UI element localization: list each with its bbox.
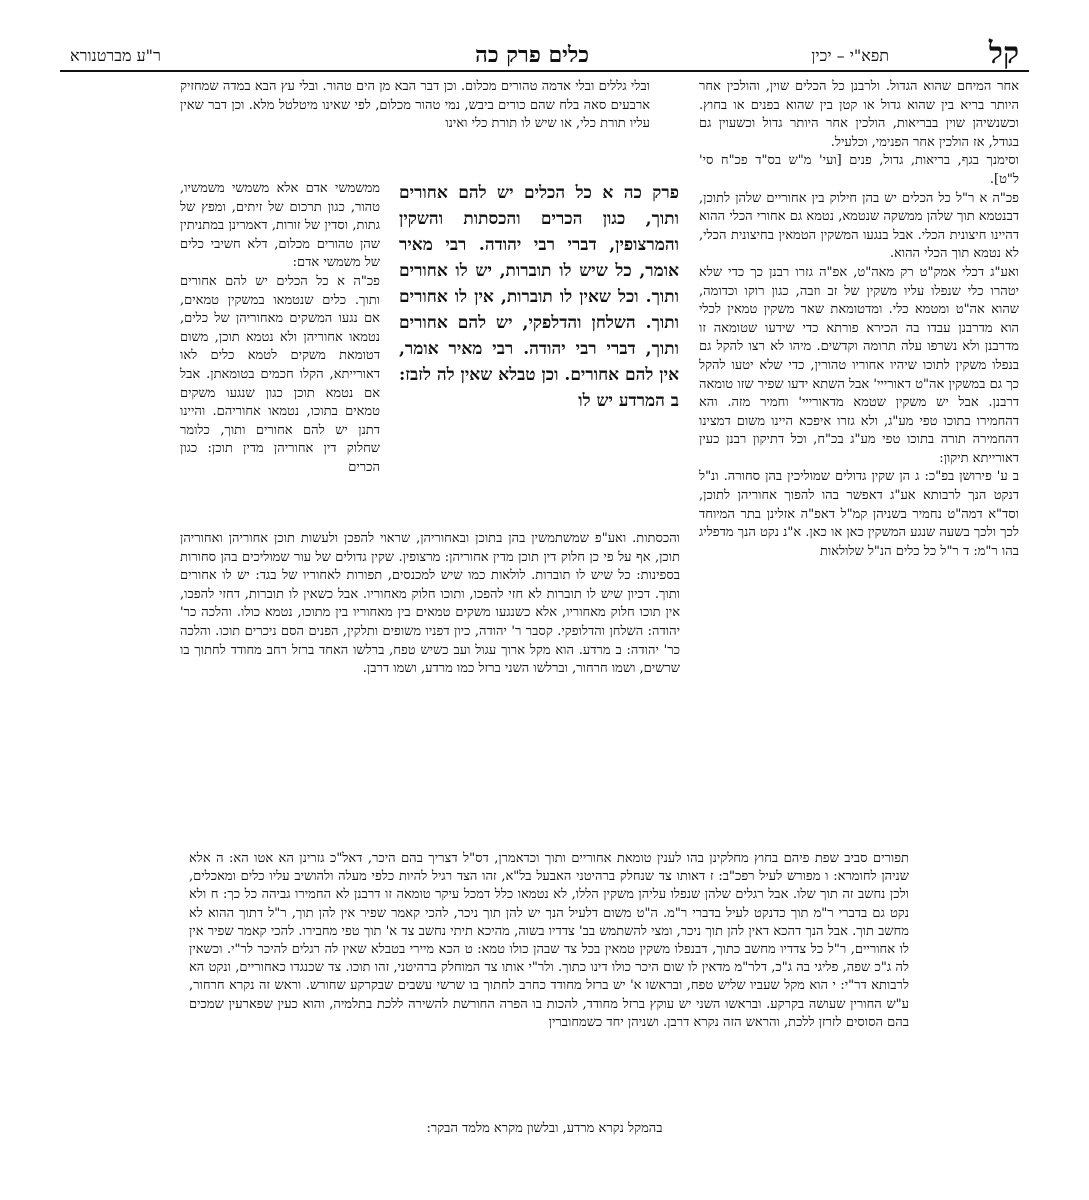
commentary-paragraph: אחר המיחם שהוא הגדול. ולרבנן כל הכלים שוין, והולכין אחר היותר בריא בין שהוא גדול או קטן בין שהוא בפנים או בחוץ. וכשנשיהן שוין בבריאות, הולכין אחר היותר גדול וכשעוין גם בגודל, אז הולכין אחר הפנימי, וכלעיל. <box>699 79 1019 150</box>
commentary-paragraph: פכ"ה א ר"ל כל הכלים יש בהן חילוק בין אחוריים שלהן לתוכן, דבנטמא תוך שלהן ממשקה שנטמא, נטמא גם אחורי הכלי ההוא דהיינו חיצונית הכלי. אבל בנגעו המשקין הטמאין בחיצונית הכלי, לא נטמא תוך הכלי ההוא. <box>699 190 1019 262</box>
left-commentary-top <box>180 78 650 134</box>
tractate-title: כלים פרק כה <box>475 42 589 68</box>
mishnah-paragraph: פרק כה א כל הכלים יש להם אחורים ותוך, כגון הכרים והכסתות והשקין והמרצופין, דברי רבי יהודה. רבי מאיר אומר, כל שיש לו תוברות, יש לו אחורים ותוך. וכל שאין לו תוברות, אין לו אחורים ותוך. השלחן והדלפקי, יש להם אחורים ותוך, דברי רבי יהודה. רבי מאיר אומר, אין להם אחורים. וכן טבלא שאין לה לזבז: ב המרדע יש לו <box>399 183 679 411</box>
left-commentary-column <box>180 180 380 478</box>
page-header <box>60 36 1029 72</box>
commentary-paragraph: ובלי גללים ובלי אדמה טהורים מכלום. וכן דבר הבא מן הים טהור. ובלי עץ הבא במדה שמחזיק ארבעים סאה בלח שהם כורים ביבש, נמי טהור מכלום, לפי שאינו מיטלטל מלא. וכן דבר שאין עליו תורת כלי, או שיש לו תורת כלי ואינו <box>180 79 650 132</box>
commentary-paragraph: ב ע' פירושן בפ"כ: ג הן שקין גדולים שמוליכין בהן סחורה. ונ"ל דנקט הנך לרבותא אע"ג דאפשר בהו להפוך אחוריהן לתוכן, וסד"א דמה"ט נחמיר בשניהן קמ"ל דאפ"ה אזלינן בתר המיוחד לכך ולכך בשעה שנגע המשקין כאן או כאן. א"נ נקט הנך מדפליג בהו ר"מ: ד ר"ל כל כלים הנ"ל שלולאות <box>699 469 1019 559</box>
source-title: ר"ע מברטנורא <box>70 46 161 65</box>
commentary-paragraph: והכסתות. ואע"פ שמשתמשין בהן בתוכן ובאחוריהן, שראוי להפכן ולעשות תוכן אחוריהן ואחוריהן תוכן, אף על פי כן חלוק דין תוכן מדין אחוריהן: מרצופין. שקין גדולים של עור שמוליכים בהן סחורות בספינות: כל שיש לו תוברות. לולאות כמו שיש למכנסים, תפורות לאחוריו של בגד: יש לו אחורים ותוך. דכיון שיש לו תוברות לא חזי להפכו, ותוכו חלוק מאחוריו. אבל כשאין לו תוברות, דחזי להפכו, אין תוכו חלוק מאחוריו, אלא כשנגעו משקים טמאים בין מאחוריו בין מתוכו, נטמא כולו. והלכה כר' יהודה: השלחן והדלופקי. קסבר ר' יהודה, כיון דפניו משופים ותלקין, הפנים הסם ניכרים תוכו. והלכה כר' יהודה: ב מרדע. הוא מקל ארוך עגול ועב כשיש טפח, ברלשו האחד ברזל רחב מחודד לחתוך בו שרשים, ושמו חרחור, וברלשו השני ברזל כמו מרדע, ושמו דרבן. <box>180 531 680 677</box>
commentary-paragraph: פכ"ה א כל הכלים יש להם אחורים ותוך. כלים שנטמאו במשקין טמאים, אם נגעו המשקים מאחוריהן של כלים, נטמאו אחוריהן ולא נטמא תוכן, משום דטומאת משקים לטמא כלים לאו דאורייתא, הקלו חכמים בטומאתן. אבל אם נטמא תוכן כגון שנגעו משקים טמאים בתוכו, נטמאו אחוריהם. והיינו דתנן יש להם אחורים ותוך, כלומר שחלוק דין אחוריהן מדין תוכן: כגון הכרים <box>180 273 380 475</box>
commentary-paragraph: ממשמשי אדם אלא משמשי משמשיו, טהור, כגון תרכום של זיתים, ומפץ של גתות, וסדין של זורות, דאמרינן במתניתין שהן טהורים מכלום, דלא חשיבי כלים של משמשי אדם: <box>180 181 380 271</box>
bottom-commentary <box>189 850 909 1032</box>
commentary-paragraph: וסימנך בגף, בריאות, גדול, פנים [ועי' מ"ש בס"ד פכ"ח סי' ל"ט]. <box>699 153 1019 187</box>
commentary-title: תפא"י – יכין <box>811 46 889 65</box>
closing-line: בהמקל נקרא מרדע, ובלשון מקרא מלמד הבקר: <box>426 1121 663 1136</box>
page-number: קל <box>988 36 1019 71</box>
commentary-paragraph: תפורים סביב שפת פיהם בחוץ מחלקינן בהו לענין טומאת אחוריים ותוך וכדאמרן, דס"ל דצריך בהם היכר, דאל"כ גזרינן הא אטו הא: ה אלא שניהן לחומרא: ו מפורש לעיל רפכ"ב: ז דאותו צד שנחלק ברהיטני האבעל בל"א, זהו הצד רגיל להיות כלפי מעלה ולהושיב עליו כלים ומאכלים, ולכן נחשב זה תוך שלו. אבל רגלים שלהן שנפלו עליהן משקין הללו, לא נטמאו כלל דמכל עיקר טומאה זו דרבנן לא החמירו גביהה כל כך: ח ולא נקט גם בדברי ר"מ תוך כדנקט לעיל בדברי ר"מ. ה"ט משום דלעיל הנך יש להן תוך ניכר, להכי קאמר שפיר אין להן תוך, ר"ל דתוך ההוא לא מחשב תוך. אבל הנך דהכא דאין להן תוך ניכר, ומצי להשתמש בב' צדדיו בשוה, מהיכא תיתי נחשב צד א' תוך טפי מחבירו. להכי קאמר שפיר אין לו אחוריים, ר"ל כל צדדיו מחשב כתוך, דבנפלו משקין טמאין בכל צד שבהן כולו טמא: ט הכא מיירי בטבלא שאין לה רגלים להיכר לר"י. וכשאין לה ג"כ שפה, פליגי בה ג"כ, דלר"מ מדאין לו שום היכר כולו דינו כתוך. ולר"י אותו צד המוחלק ברהיטני, זהו תוכו. צד שכנגדו כאחוריים, ונקט הא לרבותא דר"י: י הוא מקל שעביו שליש טפח, ובראשו א' יש ברזל מחודד כחרב לחתוך בו שרשי עשבים שבקרקע שחורש. וראש זה נקרא חרחור, ע"ש החורין שעושה בקרקע. ובראשו השני יש עוקץ ברזל מחודד, להכות בו הפרה החורשת להשירה ללכת בתלמיה, והוא כעין שפארעין שמכים בהם הסוסים לזרזן ללכת, והראש הזה נקרא דרבן. ושניהן יחד כשמחוברין <box>189 851 909 1030</box>
right-commentary-column <box>699 78 1019 561</box>
commentary-paragraph: ואע"ג דכלי אמק"ט רק מאה"ט, אפ"ה גזרו רבנן כך כדי שלא יטהרו כלי שנפלו עליו משקין של זב וזבה, כגון רוקו וכדומה, שהוא אה"ט ומטמא כלי. ומדטומאת שאר משקין טמאין לכלי הוא מדרבנן עבדו בה הכירא פורתא כדי שידעו שטומאה זו מדרבנן ולא נשרפו עלה תרומה וקדשים. מיהו לא רצו להקל גם בנפלו משקין לתוכו שיהיו אחוריו טהורין, כדי שלא יטעו להקל כך גם במשקין אה"ט דאורייי' אבל השתא ידעו שפיר שזו טומאה דרבנן. אבל יש משקין שטמא מדאורייי' וחמיר מזה. והא דהחמירו בתוכו טפי מע"ג, ולא גזרו איפכא היינו משום דמצינו דהחמירה תורה בתוכו טפי מע"ג בכ"ח, וכל דתיקון רבנן כעין דאורייתא תיקון: <box>699 264 1019 466</box>
mishnah-text <box>399 180 679 414</box>
left-commentary-continuation <box>180 530 680 679</box>
